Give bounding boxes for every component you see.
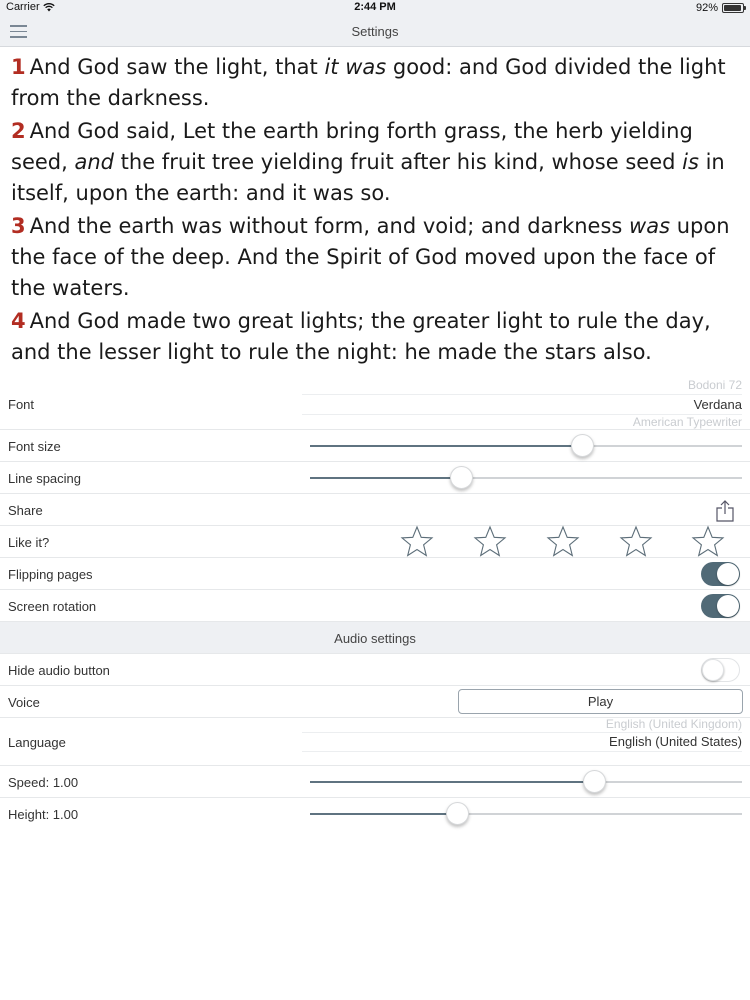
share-row[interactable] — [0, 494, 750, 526]
verse — [11, 211, 740, 304]
height-row — [0, 798, 750, 830]
hide-audio-toggle[interactable] — [701, 658, 740, 682]
verse-number: 2 — [11, 119, 26, 143]
star-icon[interactable] — [473, 525, 507, 559]
font-option-above[interactable]: Bodoni 72 — [687, 378, 742, 392]
verse-text: is — [682, 150, 699, 174]
line-spacing-row — [0, 462, 750, 494]
verse-text: the fruit tree yielding fruit after his kind, whose seed — [113, 150, 683, 174]
font-size-label: Font size — [8, 439, 61, 454]
voice-label: Voice — [8, 695, 40, 710]
star-icon[interactable] — [400, 525, 434, 559]
status-bar — [0, 0, 750, 16]
verse-text: And God made two great lights; the greater light to rule the day, and the lesser light to rule the night: he made the stars also. — [11, 309, 711, 364]
verse-text: it was — [324, 55, 387, 79]
flipping-pages-label: Flipping pages — [8, 567, 93, 582]
flipping-pages-row — [0, 558, 750, 590]
verse — [11, 52, 740, 114]
battery-icon — [722, 3, 744, 13]
slider-knob[interactable] — [450, 466, 473, 489]
carrier-label: Carrier — [6, 1, 40, 13]
verse-text: was — [629, 214, 671, 238]
flipping-pages-toggle[interactable] — [701, 562, 740, 586]
hide-audio-label: Hide audio button — [8, 663, 110, 678]
font-row — [0, 380, 750, 430]
settings-list — [0, 380, 750, 830]
font-label: Font — [8, 397, 35, 412]
verse-text: And the earth was without form, and void; and darkness — [29, 214, 630, 238]
slider-knob[interactable] — [571, 434, 594, 457]
nav-bar — [0, 16, 750, 47]
font-option-below[interactable]: American Typewriter — [632, 415, 742, 429]
slider-fill — [310, 477, 461, 479]
like-label: Like it? — [8, 535, 50, 550]
line-spacing-label: Line spacing — [8, 471, 81, 486]
screen-rotation-row — [0, 590, 750, 622]
slider-fill — [310, 813, 457, 815]
voice-row — [0, 686, 750, 718]
verse-number: 3 — [11, 214, 26, 238]
font-size-slider[interactable] — [310, 445, 742, 447]
like-row — [0, 526, 750, 558]
verse-text: and — [74, 150, 114, 174]
slider-fill — [310, 445, 582, 447]
star-icon[interactable] — [546, 525, 580, 559]
verse-number: 1 — [11, 55, 26, 79]
font-option-selected[interactable]: Verdana — [693, 397, 742, 412]
clock: 2:44 PM — [354, 1, 396, 13]
slider-knob[interactable] — [583, 770, 606, 793]
height-label: Height: 1.00 — [8, 807, 79, 822]
verse-text: And God said, Let the earth bring forth grass, the herb yielding seed, — [11, 119, 693, 174]
audio-settings-header: Audio settings — [0, 622, 750, 654]
verse-text: in itself, upon the earth: and it was so. — [11, 150, 725, 205]
language-option-above[interactable]: English (United Kingdom) — [605, 717, 742, 731]
verse-number: 4 — [11, 309, 26, 333]
font-picker[interactable] — [302, 380, 742, 430]
hide-audio-row — [0, 654, 750, 686]
play-button[interactable]: Play — [458, 689, 743, 714]
speed-row — [0, 766, 750, 798]
language-label: Language — [8, 735, 66, 750]
speed-label: Speed: 1.00 — [8, 775, 79, 790]
height-slider[interactable] — [310, 813, 742, 815]
star-icon[interactable] — [619, 525, 653, 559]
share-icon[interactable] — [715, 500, 735, 522]
page-title: Settings — [351, 24, 399, 39]
verse-text: upon the face of the deep. And the Spirit of God moved upon the face of the waters. — [11, 214, 730, 300]
language-row — [0, 718, 750, 766]
battery-indicator — [696, 2, 744, 14]
line-spacing-slider[interactable] — [310, 477, 742, 479]
rating-stars[interactable] — [400, 526, 745, 558]
font-size-row — [0, 430, 750, 462]
battery-fill — [724, 5, 741, 11]
verse — [11, 306, 740, 368]
star-icon[interactable] — [691, 525, 725, 559]
verse-text: And God saw the light, that — [29, 55, 325, 79]
language-picker[interactable] — [302, 718, 742, 766]
language-option-selected[interactable]: English (United States) — [609, 734, 742, 749]
screen-rotation-label: Screen rotation — [8, 599, 97, 614]
battery-percent: 92% — [695, 2, 718, 14]
speed-slider[interactable] — [310, 781, 742, 783]
verse-text: good: and God divided the light from the darkness. — [11, 55, 726, 110]
verse — [11, 116, 740, 209]
screen-rotation-toggle[interactable] — [701, 594, 740, 618]
verse-preview — [0, 47, 750, 380]
slider-fill — [310, 781, 594, 783]
slider-knob[interactable] — [446, 802, 469, 825]
share-label: Share — [8, 503, 43, 518]
